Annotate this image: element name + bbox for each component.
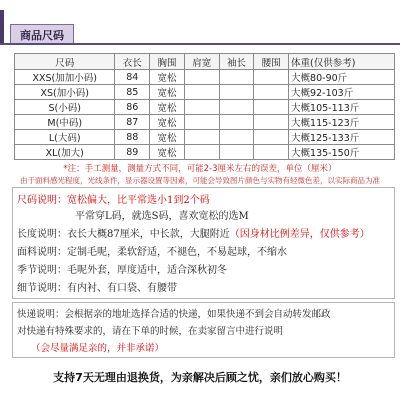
shipping-label: 快递说明： <box>17 309 65 320</box>
season-info-label: 季节说明： <box>17 265 67 276</box>
detail-info-row <box>17 279 177 294</box>
cell-chest: 宽松 <box>150 130 185 145</box>
cell-shoulder <box>184 70 219 85</box>
cell-length: 87 <box>115 115 150 130</box>
cell-sleeve <box>219 130 254 145</box>
shipping-line-1: 会根据亲的地址选择合适的快递，如果快递不到会自动转发邮政 <box>64 309 331 320</box>
season-info-value: 毛呢外套，厚度适中，适合深秋初冬 <box>67 265 227 276</box>
col-header-chest: 胸围 <box>150 54 185 70</box>
cell-shoulder <box>184 145 219 160</box>
shipping-info-box <box>12 302 395 358</box>
col-header-waist: 腰围 <box>254 54 289 70</box>
cell-size: XL(加大) <box>15 145 115 160</box>
cell-length: 89 <box>115 145 150 160</box>
cell-size: M(中码) <box>15 115 115 130</box>
cell-shoulder <box>184 100 219 115</box>
cell-waist <box>254 145 289 160</box>
cell-waist <box>254 70 289 85</box>
cell-shoulder <box>184 85 219 100</box>
cell-shoulder <box>184 130 219 145</box>
size-info-label: 尺码说明： <box>17 195 67 206</box>
cell-sleeve <box>219 100 254 115</box>
size-info-extra: 平常穿L码，就选S码，喜欢宽松的选M <box>75 211 249 222</box>
col-header-size: 尺码 <box>15 54 115 70</box>
shipping-line-3: （会尽量满足亲的，并非承诺） <box>31 343 165 354</box>
cell-size: XS(加小码) <box>15 85 115 100</box>
col-header-weight: 体重(仅供参考) <box>289 54 395 70</box>
cell-weight: 大概135-150斤 <box>289 145 395 160</box>
section-header <box>0 10 400 44</box>
shipping-line-2: 对快递有特殊要求的，请在下单的时候，在卖家留言中进行说明 <box>17 326 284 337</box>
table-row <box>15 100 395 115</box>
size-table <box>14 53 395 160</box>
detail-info-label: 细节说明： <box>17 283 67 294</box>
size-info-value: 宽松偏大，比平常选小1到2个码 <box>67 195 210 206</box>
cell-chest: 宽松 <box>150 145 185 160</box>
length-info-note: （因身材比例差异，仅供参考） <box>229 229 370 240</box>
cell-waist <box>254 85 289 100</box>
cell-chest: 宽松 <box>150 70 185 85</box>
measurement-note: *注：手工测量，测量方式不同，可能2-3厘米左右的误差，单位（厘米） <box>63 164 337 174</box>
cell-size: S(小码) <box>15 100 115 115</box>
cell-sleeve <box>219 115 254 130</box>
fabric-info-row <box>17 243 287 258</box>
table-row <box>15 70 395 85</box>
cell-size: L(大码) <box>15 130 115 145</box>
table-row <box>15 130 395 145</box>
detail-info-value: 有内衬、有口袋、有腰带 <box>67 283 177 294</box>
header-divider <box>0 43 400 45</box>
cell-sleeve <box>219 145 254 160</box>
cell-waist <box>254 130 289 145</box>
color-disclaimer: 由于面料感光程度，光线条件，显示器设置等因素，可能会导致图片颜色与实物有轻微色差，以实际商品为准 <box>20 176 380 185</box>
col-header-length: 衣长 <box>115 54 150 70</box>
cell-weight: 大概80-90斤 <box>289 70 395 85</box>
cell-chest: 宽松 <box>150 85 185 100</box>
season-info-row <box>17 261 227 276</box>
cell-length: 84 <box>115 70 150 85</box>
cell-shoulder <box>184 115 219 130</box>
table-row <box>15 85 395 100</box>
length-info-label: 长度说明： <box>17 229 67 240</box>
cell-waist <box>254 115 289 130</box>
col-header-shoulder: 肩宽 <box>184 54 219 70</box>
cell-sleeve <box>219 70 254 85</box>
size-table-header-row <box>15 54 395 70</box>
table-row <box>15 145 395 160</box>
cell-chest: 宽松 <box>150 115 185 130</box>
header-accent-bar <box>0 10 4 44</box>
length-info-value: 衣长大概87厘米，中长款，大腿附近 <box>67 229 230 240</box>
cell-size: XXS(加加小码) <box>15 70 115 85</box>
cell-sleeve <box>219 85 254 100</box>
table-row <box>15 115 395 130</box>
col-header-sleeve: 袖长 <box>219 54 254 70</box>
cell-weight: 大概125-133斤 <box>289 130 395 145</box>
fabric-info-label: 面料说明： <box>17 247 67 258</box>
cell-length: 88 <box>115 130 150 145</box>
shipping-row-1 <box>17 306 331 320</box>
cell-weight: 大概105-113斤 <box>289 100 395 115</box>
length-info-row <box>17 225 370 240</box>
return-policy-banner: 支持7天无理由退换货，为亲解决后顾之忧，亲们放心购买！ <box>53 371 347 384</box>
size-info-row <box>17 191 210 206</box>
cell-length: 86 <box>115 100 150 115</box>
cell-weight: 大概92-103斤 <box>289 85 395 100</box>
size-section-tab: 商品尺码 <box>10 24 74 44</box>
cell-weight: 大概115-123斤 <box>289 115 395 130</box>
fabric-info-value: 定制毛呢，柔软舒适，不褪色，不易起球，不缩水 <box>67 247 287 258</box>
cell-length: 85 <box>115 85 150 100</box>
product-info-box <box>12 187 395 299</box>
cell-chest: 宽松 <box>150 100 185 115</box>
cell-waist <box>254 100 289 115</box>
